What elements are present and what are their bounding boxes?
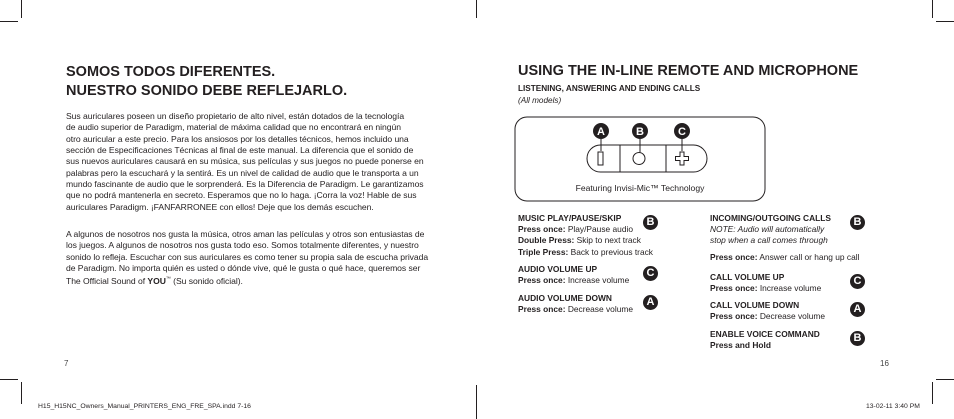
button-b-badge: B (850, 331, 865, 346)
minus-button-icon (598, 152, 603, 165)
text-line: Sus auriculares poseen un diseño propietario de alto nivel, están dotados de la tecnología (66, 111, 405, 121)
remote-caption: Featuring Invisi-Mic™ Technology (575, 183, 705, 193)
left-page-heading (66, 63, 466, 101)
button-a-badge: A (643, 295, 658, 310)
text-fragment: (Su sonido oficial). (170, 276, 243, 287)
crop-mark (476, 0, 477, 18)
row-label: Press once: (518, 224, 566, 235)
text-line: A algunos de nosotros nos gusta la música, otros aman las películas y otros son entusiastas de (66, 229, 425, 239)
text-line: otro auricular a este precio. Para los ansiosos por los detalles técnicos, hemos incluido una (66, 133, 409, 144)
crop-mark (936, 21, 954, 22)
text-line: los juegos. A algunos de nosotros nos gusta todo eso. Somos totalmente diferentes, y nuestro (66, 240, 419, 251)
intro-paragraph (66, 111, 451, 213)
instruction-row (518, 247, 653, 258)
row-value: Back to previous track (570, 246, 653, 257)
row-value: Increase volume (759, 283, 822, 294)
button-b-badge: B (850, 215, 865, 230)
text-line: sus nuevos auriculares causará en su música, sus películas y sus juegos no puede ponerse en (66, 156, 424, 167)
block-note: stop when a call comes through (710, 235, 828, 246)
text-line: mundo fascinante de audio que le sorprenderá. Es la Diferencia de Paradigm. Le garantizamos (66, 179, 424, 190)
text-line-last (66, 274, 451, 287)
slug-datetime: 13-02-11 3:40 PM (866, 403, 920, 410)
audio-volume-up-block (518, 264, 629, 286)
row-value: Play/Pause audio (567, 224, 633, 235)
row-label: Triple Press: (518, 246, 569, 257)
instruction-row (518, 304, 633, 315)
text-line: de Paradigm. No importa quién es usted o dónde vive, qué le gusta o qué hace, queremos ser (66, 263, 421, 274)
block-title: CALL VOLUME DOWN (710, 300, 800, 310)
slug-filename: H15_H15NC_Owners_Manual_PRINTERS_ENG_FRE_SPA.indd 7-16 (38, 403, 251, 410)
button-b-badge: B (643, 215, 658, 230)
right-page-heading: USING THE IN-LINE REMOTE AND MICROPHONE (518, 63, 859, 79)
music-controls-block (518, 213, 653, 258)
text-line: sonido lo refleja. Escuchar con sus auriculares es como tener su propia sala de escucha privada (66, 251, 429, 262)
row-label: Press once: (518, 304, 566, 315)
block-title: INCOMING/OUTGOING CALLS (710, 213, 831, 223)
text-fragment: The Official Sound of (66, 276, 148, 287)
row-value: Increase volume (567, 275, 630, 286)
label-b: B (636, 126, 644, 138)
row-value: Answer call or hang up call (759, 251, 860, 262)
crop-mark (0, 379, 18, 380)
heading-line: NUESTRO SONIDO DEBE REFLEJARLO. (66, 83, 348, 99)
row-label: Press once: (518, 275, 566, 286)
instruction-row (518, 224, 653, 235)
crop-mark (21, 382, 22, 404)
button-c-badge: C (643, 266, 658, 281)
crop-mark (21, 0, 22, 18)
block-title: CALL VOLUME UP (710, 272, 785, 282)
label-c: C (678, 126, 686, 138)
instruction-row (518, 275, 629, 286)
row-label: Press once: (710, 251, 758, 262)
block-subtitle: Press and Hold (710, 340, 771, 351)
block-note: NOTE: Audio will automatically (710, 224, 825, 235)
text-line: auriculares Paradigm. ¡FANFARRONEE con ellos! Deje que los demás escuchen. (66, 201, 374, 212)
instruction-row (710, 283, 821, 294)
page-number-left: 7 (64, 359, 69, 368)
row-value: Skip to next track (576, 235, 641, 246)
row-value: Decrease volume (759, 311, 825, 322)
call-volume-down-block (710, 300, 825, 322)
button-c-badge: C (850, 274, 865, 289)
block-title: MUSIC PLAY/PAUSE/SKIP (518, 213, 622, 223)
text-line: que no podrá mantenerla en secreto. Esperamos que no lo haga. ¡Corra la voz! Hable de sus (66, 190, 417, 201)
text-line: de audio superior de Paradigm, material de máxima calidad que no encontrará en ningún (66, 122, 401, 133)
block-title: ENABLE VOICE COMMAND (710, 329, 820, 339)
crop-mark (476, 385, 477, 419)
trademark-symbol: ™ (165, 276, 171, 283)
center-button-icon (633, 153, 645, 165)
call-volume-up-block (710, 272, 821, 294)
instruction-row (710, 311, 825, 322)
crop-mark (936, 379, 954, 380)
second-paragraph (66, 229, 451, 288)
page-number-right: 16 (880, 359, 889, 368)
row-label: Double Press: (518, 235, 575, 246)
button-a-badge: A (850, 302, 865, 317)
row-value: Decrease volume (567, 304, 633, 315)
row-label: Press once: (710, 311, 758, 322)
text-line: sección de Especificaciones Técnicas al final de este manual. La diferencia que el sonido de (66, 145, 414, 156)
section-subnote: (All models) (518, 96, 562, 105)
block-title: AUDIO VOLUME UP (518, 264, 598, 274)
audio-volume-down-block (518, 293, 633, 315)
section-subheading: LISTENING, ANSWERING AND ENDING CALLS (518, 84, 701, 93)
block-title: AUDIO VOLUME DOWN (518, 293, 612, 303)
label-a: A (597, 126, 605, 138)
voice-command-block (710, 329, 820, 351)
row-label: Press once: (710, 283, 758, 294)
crop-mark (932, 0, 933, 18)
heading-line: SOMOS TODOS DIFERENTES. (66, 64, 276, 80)
plus-button-icon (676, 152, 689, 165)
remote-diagram (514, 114, 768, 204)
instruction-row (710, 252, 859, 263)
text-line: palabras pero la escuchará y la sentirá. Es un nivel de calidad de audio que le transporta a un (66, 167, 419, 178)
crop-mark (932, 382, 933, 404)
crop-mark (0, 21, 18, 22)
instruction-row (518, 235, 653, 246)
brand-you: YOU (147, 276, 166, 287)
incoming-calls-block (710, 213, 859, 263)
